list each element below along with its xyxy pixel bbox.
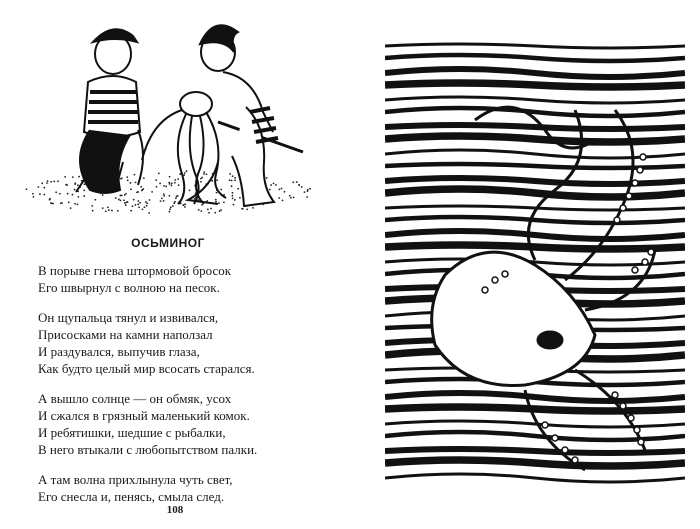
poem-line: А там волна прихлынула чуть свет, [38, 472, 233, 487]
page-number: 108 [166, 504, 184, 516]
poem-line: И раздувался, выпучив глаза, [38, 344, 200, 359]
poem-line: И сжался в грязный маленький комок. [38, 408, 250, 423]
stanza [38, 262, 338, 296]
right-page [352, 0, 700, 529]
sand-texture [23, 170, 313, 214]
small-octopus-figure [142, 92, 226, 204]
poem-line: В него втыкали с любопытством палки. [38, 442, 258, 457]
two-boys-with-octopus-illustration [18, 12, 318, 217]
poem-title: ОСЬМИНОГ [131, 236, 205, 250]
poem-line: Присосками на камни наползал [38, 327, 213, 342]
left-boy-figure [76, 29, 143, 193]
poem-line: В порыве гнева штормовой бросок [38, 263, 232, 278]
poem-line: А вышло солнце — он обмяк, усох [38, 391, 232, 406]
poem-line: Его швырнул с волною на песок. [38, 280, 220, 295]
poem-body [38, 262, 338, 518]
stanza [38, 390, 338, 458]
poem-line: Он щупальца тянул и извивался, [38, 310, 219, 325]
octopus-in-waves-illustration [385, 40, 685, 490]
poem-line: Его снесла и, пенясь, смыла след. [38, 489, 225, 504]
stanza [38, 471, 338, 505]
poem-line: Как будто целый мир всосать старался. [38, 361, 255, 376]
poem-line: И ребятишки, шедшие с рыбалки, [38, 425, 226, 440]
stanza [38, 309, 338, 377]
